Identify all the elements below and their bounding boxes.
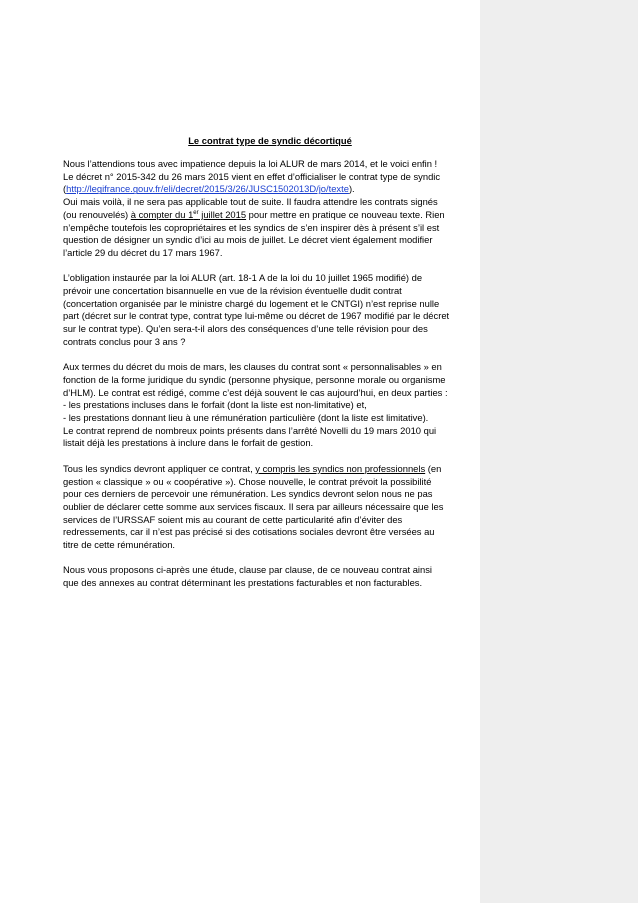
superscript: er — [193, 209, 199, 216]
text-line: que des annexes au contrat déterminant les prestations facturables et non facturables. — [63, 577, 423, 589]
text-fragment: juillet 2015 — [198, 208, 247, 220]
legifrance-link[interactable]: http://legifrance.gouv.fr/eli/decret/2015/3/26/JUSC1502013D/jo/texte — [66, 183, 349, 195]
text-line — [63, 183, 473, 196]
text-line: prévoir une concertation bisannuelle en vue de la révision éventuelle dudit contrat — [63, 285, 402, 297]
text-fragment: ). — [348, 183, 355, 195]
text-line: d’HLM). Le contrat est rédigé, comme c’est déjà souvent le cas aujourd’hui, en deux parties : — [63, 386, 448, 398]
text-line: Le contrat reprend de nombreux points présents dans l’arrêté Novelli du 19 mars 2010 qui — [63, 424, 437, 436]
document-body — [63, 158, 473, 590]
text-line: redressements, car il n’est pas précisé si des cotisations sociales devront être versées au — [63, 526, 435, 538]
text-line: contrats conclus pour 3 ans ? — [63, 335, 186, 347]
text-line — [63, 463, 473, 476]
text-line: L’obligation instaurée par la loi ALUR (art. 18-1 A de la loi du 10 juillet 1965 modifié) de — [63, 272, 423, 284]
text-line: l’article 29 du décret du 17 mars 1967. — [63, 246, 223, 258]
text-fragment: (ou renouvelés) — [63, 208, 131, 220]
paragraph-clauses — [63, 361, 473, 450]
text-line: - les prestations donnant lieu à une rémunération particulière (dont la liste est limitative). — [63, 412, 429, 424]
text-line: titre de cette rémunération. — [63, 539, 176, 551]
paragraph-non-professional-syndics — [63, 463, 473, 552]
text-line: - les prestations incluses dans le forfait (dont la liste est non-limitative) et, — [63, 399, 367, 411]
text-line: listait déjà les prestations à inclure dans le forfait de gestion. — [63, 437, 314, 449]
text-line: Aux termes du décret du mois de mars, les clauses du contrat sont « personnalisables » en — [63, 361, 442, 373]
text-line: n’empêche toutefois les copropriétaires et les syndics de s’en inspirer dès à présent s’il est — [63, 221, 440, 233]
text-line: pour ces derniers de percevoir une rémunération. Les syndics devront selon nous ne pas — [63, 488, 433, 500]
text-fragment: (en — [425, 462, 442, 474]
effective-date — [131, 209, 246, 220]
document-title: Le contrat type de syndic décortiqué — [188, 135, 352, 146]
text-line: fonction de la forme juridique du syndic (personne physique, personne morale ou organisme — [63, 373, 446, 385]
text-line: Le décret n° 2015-342 du 26 mars 2015 vient en effet d’officialiser le contrat type de syndic — [63, 170, 441, 182]
text-fragment: Tous les syndics devront appliquer ce contrat, — [63, 462, 256, 474]
text-line: Oui mais voilà, il ne sera pas applicable tout de suite. Il faudra attendre les contrats signés — [63, 196, 438, 208]
text-line: question de désigner un syndic d’ici au mois de juillet. Le décret vient également modifier — [63, 234, 433, 246]
underlined-text: y compris les syndics non professionnels — [255, 462, 426, 474]
text-line: oublier de déclarer cette somme aux services fiscaux. Il sera par ailleurs nécessaire que les — [63, 500, 444, 512]
text-fragment: pour mettre en pratique ce nouveau texte. Rien — [246, 208, 445, 220]
text-line: services de l’URSSAF soient mis au courant de cette particularité afin d’éviter des — [63, 513, 403, 525]
text-line: Nous vous proposons ci-après une étude, clause par clause, de ce nouveau contrat ainsi — [63, 564, 432, 576]
text-line: part (décret sur le contrat type, contrat type lui-même ou décret de 1967 modifié par le décret — [63, 310, 450, 322]
text-line: gestion « classique » ou « coopérative »). Chose nouvelle, le contrat prévoit la possibilité — [63, 475, 432, 487]
paragraph-conclusion — [63, 564, 473, 589]
paragraph-intro — [63, 158, 473, 260]
text-fragment: à compter du 1 — [130, 208, 194, 220]
text-line: Nous l’attendions tous avec impatience depuis la loi ALUR de mars 2014, et le voici enfin ! — [63, 158, 438, 169]
text-line: (concertation organisée par le ministre chargé du logement et le CNTGI) n’est reprise nulle — [63, 297, 440, 309]
text-fragment: ( — [63, 183, 67, 195]
text-line — [63, 209, 473, 222]
text-line: sur le contrat type). Qu’en sera-t-il alors des conséquences d’une telle révision pour des — [63, 323, 428, 335]
paragraph-alur-obligation — [63, 272, 473, 348]
